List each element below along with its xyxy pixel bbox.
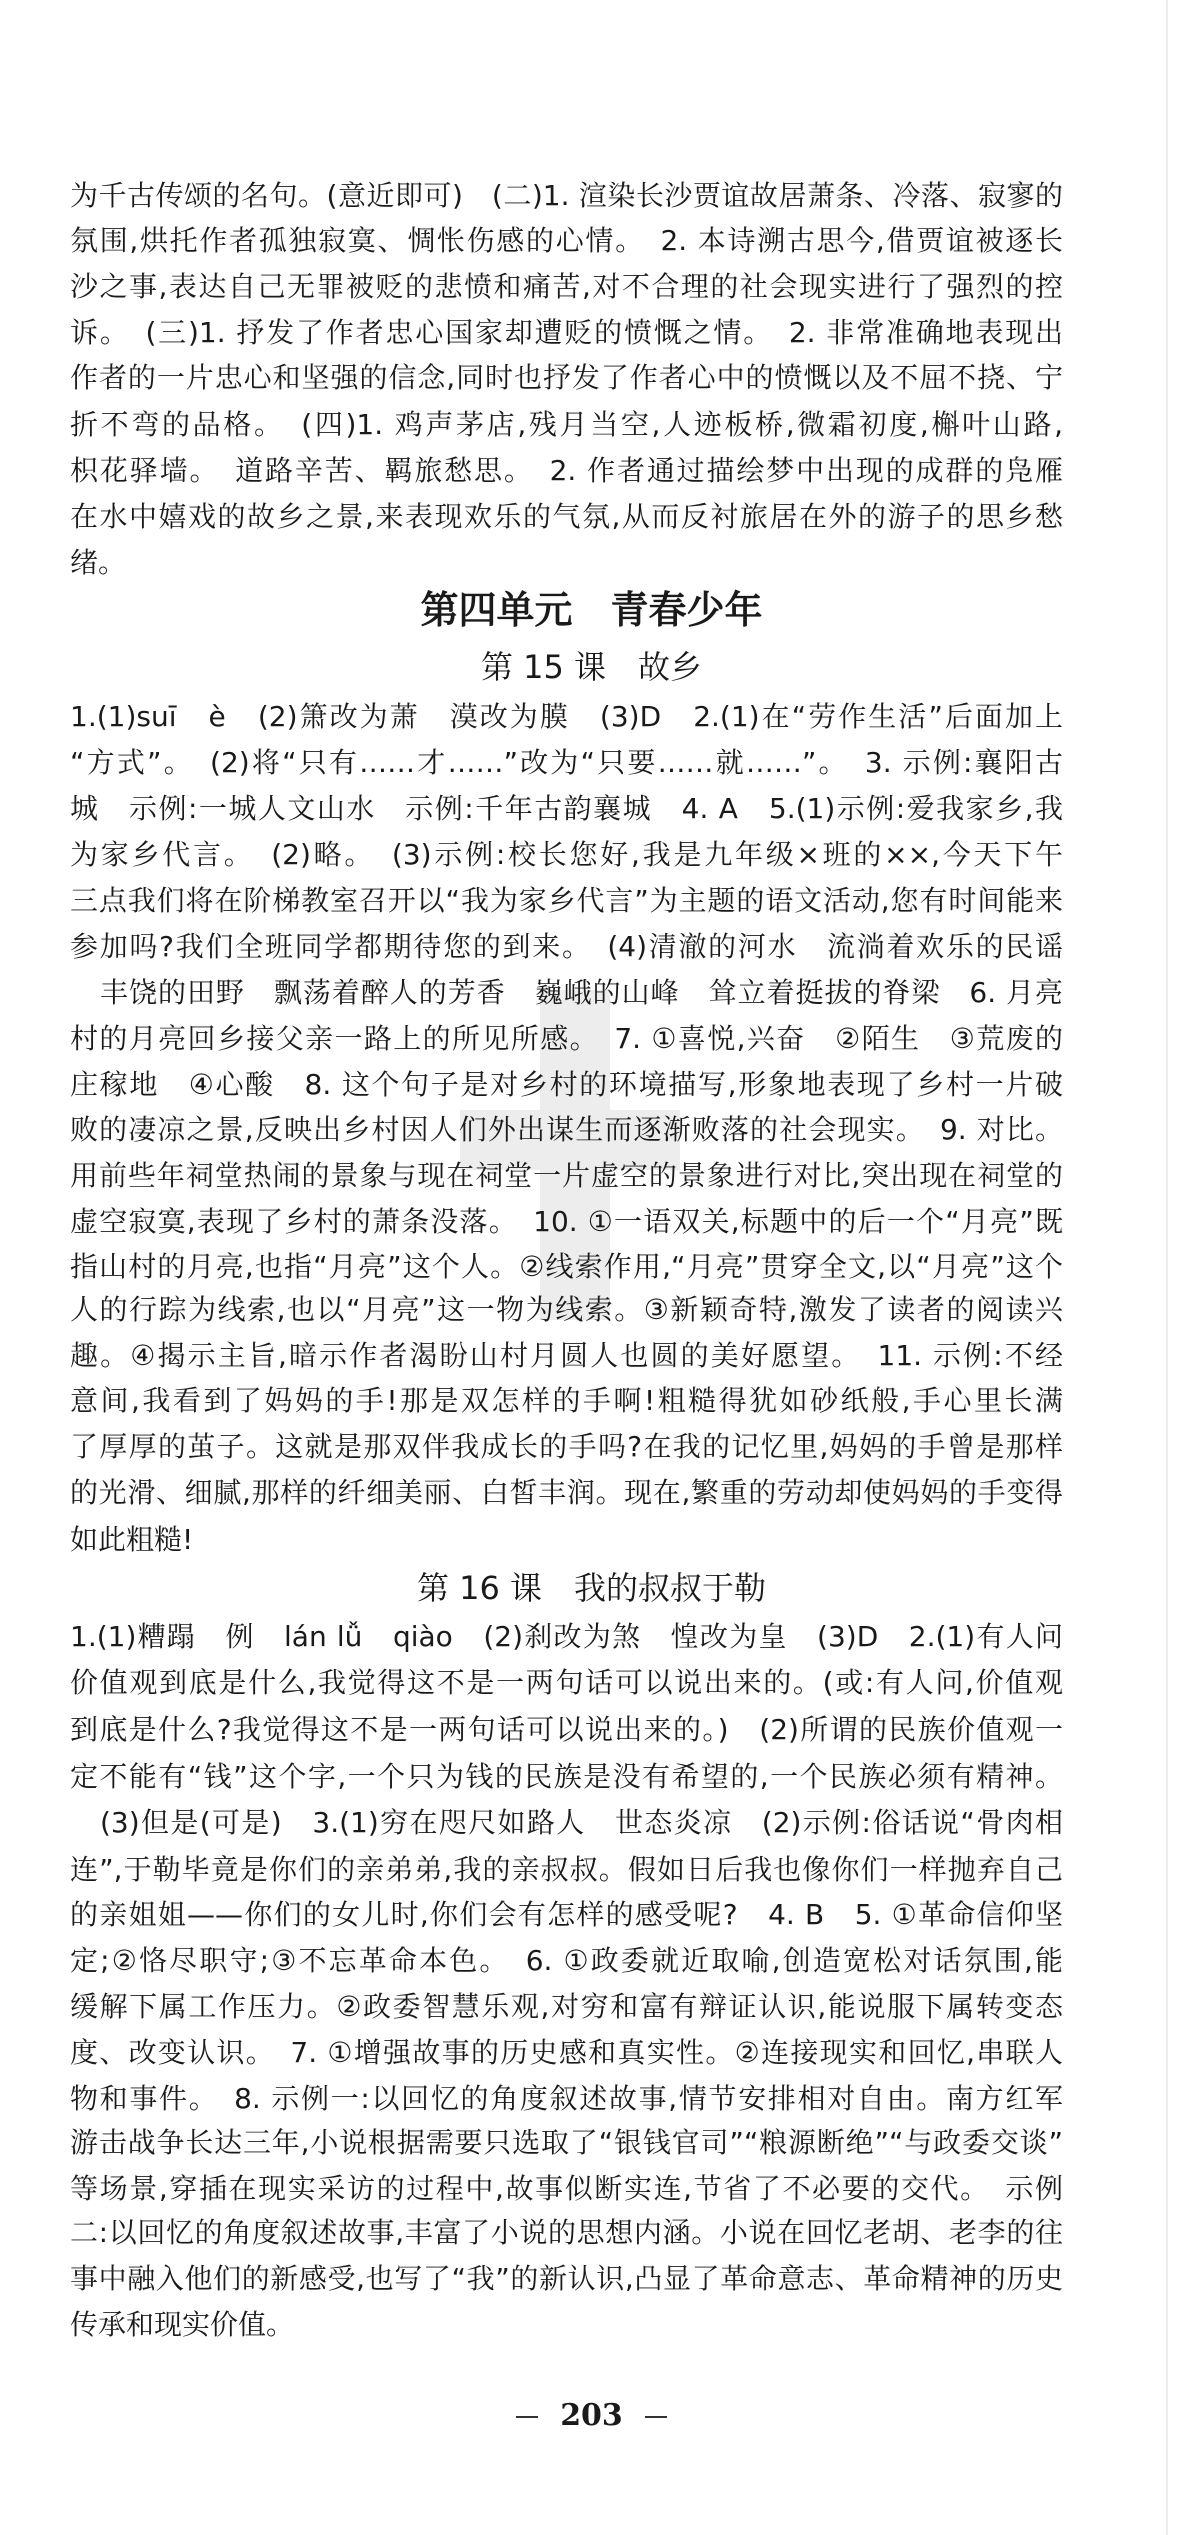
dash-right <box>645 2416 667 2418</box>
text-line: “方式”。 (2)将“只有……才……”改为“只要……就……”。 3. 示例:襄阳古 <box>70 746 1063 779</box>
text-line: 如此粗糙! <box>70 1523 194 1556</box>
text-line: 趣。④揭示主旨,暗示作者渴盼山村月圆人也圆的美好愿望。 11. 示例:不经 <box>70 1339 1063 1372</box>
text-line: 二:以回忆的角度叙述故事,丰富了小说的思想内涵。小说在回忆老胡、老李的往 <box>70 2216 1063 2249</box>
text-line: 作者的一片忠心和坚强的信念,同时也抒发了作者心中的愤慨以及不屈不挠、宁 <box>70 361 1063 394</box>
text-line: 庄稼地 ④心酸 8. 这个句子是对乡村的环境描写,形象地表现了乡村一片破 <box>70 1068 1063 1101</box>
text-line: 为家乡代言。 (2)略。 (3)示例:校长您好,我是九年级×班的××,今天下午 <box>70 838 1063 871</box>
text-line: 氛围,烘托作者孤独寂寞、惆怅伤感的心情。 2. 本诗溯古思今,借贾谊被逐长 <box>70 224 1063 257</box>
dash-left <box>516 2416 538 2418</box>
text-line: 缓解下属工作压力。②政委智慧乐观,对穷和富有辩证认识,能说服下属转变态 <box>70 1990 1063 2023</box>
text-line: 意间,我看到了妈妈的手!那是双怎样的手啊!粗糙得犹如砂纸般,手心里长满 <box>70 1384 1063 1417</box>
page-number-text: 203 <box>560 2398 623 2433</box>
text-line: 败的凄凉之景,反映出乡村因人们外出谋生而逐渐败落的社会现实。 9. 对比。 <box>70 1113 1063 1146</box>
text-line: 的光滑、细腻,那样的纤细美丽、白皙丰润。现在,繁重的劳动却使妈妈的手变得 <box>70 1476 1063 1509</box>
text-line: 连”,于勒毕竟是你们的亲弟弟,我的亲叔叔。假如日后我也像你们一样抛弃自己 <box>70 1853 1063 1886</box>
text-line: 折不弯的品格。 (四)1. 鸡声茅店,残月当空,人迹板桥,微霜初度,槲叶山路, <box>70 408 1063 441</box>
text-line: 丰饶的田野 飘荡着醉人的芳香 巍峨的山峰 耸立着挺拔的脊梁 6. 月亮 <box>100 976 1063 1009</box>
text-line: 指山村的月亮,也指“月亮”这个人。②线索作用,“月亮”贯穿全文,以“月亮”这个 <box>70 1250 1063 1283</box>
text-line: 村的月亮回乡接父亲一路上的所见所感。 7. ①喜悦,兴奋 ②陌生 ③荒废的 <box>70 1022 1063 1055</box>
text-line: 事中融入他们的新感受,也写了“我”的新认识,凸显了革命意志、革命精神的历史 <box>70 2262 1063 2295</box>
text-line: 了厚厚的茧子。这就是那双伴我成长的手吗?在我的记忆里,妈妈的手曾是那样 <box>70 1430 1063 1463</box>
lesson-title: 第 15 课 故乡 <box>480 648 703 686</box>
page-number <box>0 2398 1183 2433</box>
unit-title: 第四单元 青春少年 <box>420 588 763 632</box>
text-line: 用前些年祠堂热闹的景象与现在祠堂一片虚空的景象进行对比,突出现在祠堂的 <box>70 1159 1063 1192</box>
text-line: 传承和现实价值。 <box>70 2308 295 2341</box>
lesson-title: 第 16 课 我的叔叔于勒 <box>416 1569 767 1607</box>
text-line: 在水中嬉戏的故乡之景,来表现欢乐的气氛,从而反衬旅居在外的游子的思乡愁 <box>70 500 1063 533</box>
text-line: 定不能有“钱”这个字,一个只为钱的民族是没有希望的,一个民族必须有精神。 <box>70 1760 1063 1793</box>
text-line: 参加吗?我们全班同学都期待您的到来。 (4)清澈的河水 流淌着欢乐的民谣 <box>70 930 1063 963</box>
text-line: 的亲姐姐——你们的女儿时,你们会有怎样的感受呢? 4. B 5. ①革命信仰坚 <box>70 1898 1063 1931</box>
text-line: 游击战争长达三年,小说根据需要只选取了“银钱官司”“粮源断绝”“与政委交谈” <box>70 2126 1063 2159</box>
text-line: 到底是什么?我觉得这不是一两句话可以说出来的。) (2)所谓的民族价值观一 <box>70 1713 1063 1746</box>
text-line: 沙之事,表达自己无罪被贬的悲愤和痛苦,对不合理的社会现实进行了强烈的控 <box>70 270 1063 303</box>
text-line: 为千古传颂的名句。(意近即可) (二)1. 渲染长沙贾谊故居萧条、冷落、寂寥的 <box>70 179 1063 212</box>
text-line: 枳花驿墙。 道路辛苦、羁旅愁思。 2. 作者通过描绘梦中出现的成群的凫雁 <box>70 454 1063 487</box>
text-line: 定;②恪尽职守;③不忘革命本色。 6. ①政委就近取喻,创造宽松对话氛围,能 <box>70 1944 1063 1977</box>
text-line: 城 示例:一城人文山水 示例:千年古韵襄城 4. A 5.(1)示例:爱我家乡,我 <box>70 792 1063 825</box>
text-line: 物和事件。 8. 示例一:以回忆的角度叙述故事,情节安排相对自由。南方红军 <box>70 2082 1063 2115</box>
text-line: 三点我们将在阶梯教室召开以“我为家乡代言”为主题的语文活动,您有时间能来 <box>70 884 1063 917</box>
text-line: 等场景,穿插在现实采访的过程中,故事似断实连,节省了不必要的交代。 示例 <box>70 2172 1063 2205</box>
text-line: (3)但是(可是) 3.(1)穷在咫尺如路人 世态炎凉 (2)示例:俗话说“骨肉相 <box>100 1806 1063 1839</box>
text-line: 价值观到底是什么,我觉得这不是一两句话可以说出来的。(或:有人问,价值观 <box>70 1666 1063 1699</box>
text-line: 绪。 <box>70 546 127 579</box>
text-line: 人的行踪为线索,也以“月亮”这一物为线索。③新颖奇特,激发了读者的阅读兴 <box>70 1293 1063 1326</box>
text-line: 虚空寂寞,表现了乡村的萧条没落。 10. ①一语双关,标题中的后一个“月亮”既 <box>70 1205 1063 1238</box>
text-line: 1.(1)糟蹋 例 lán lǚ qiào (2)刹改为煞 惶改为皇 (3)D 2.(1)有人问 <box>70 1620 1063 1653</box>
page-edge <box>1166 0 1168 2535</box>
text-line: 1.(1)suī è (2)箫改为萧 漠改为膜 (3)D 2.(1)在“劳作生活”后面加上 <box>70 700 1063 733</box>
text-line: 度、改变认识。 7. ①增强故事的历史感和真实性。②连接现实和回忆,串联人 <box>70 2036 1063 2069</box>
text-line: 诉。 (三)1. 抒发了作者忠心国家却遭贬的愤慨之情。 2. 非常准确地表现出 <box>70 316 1063 349</box>
